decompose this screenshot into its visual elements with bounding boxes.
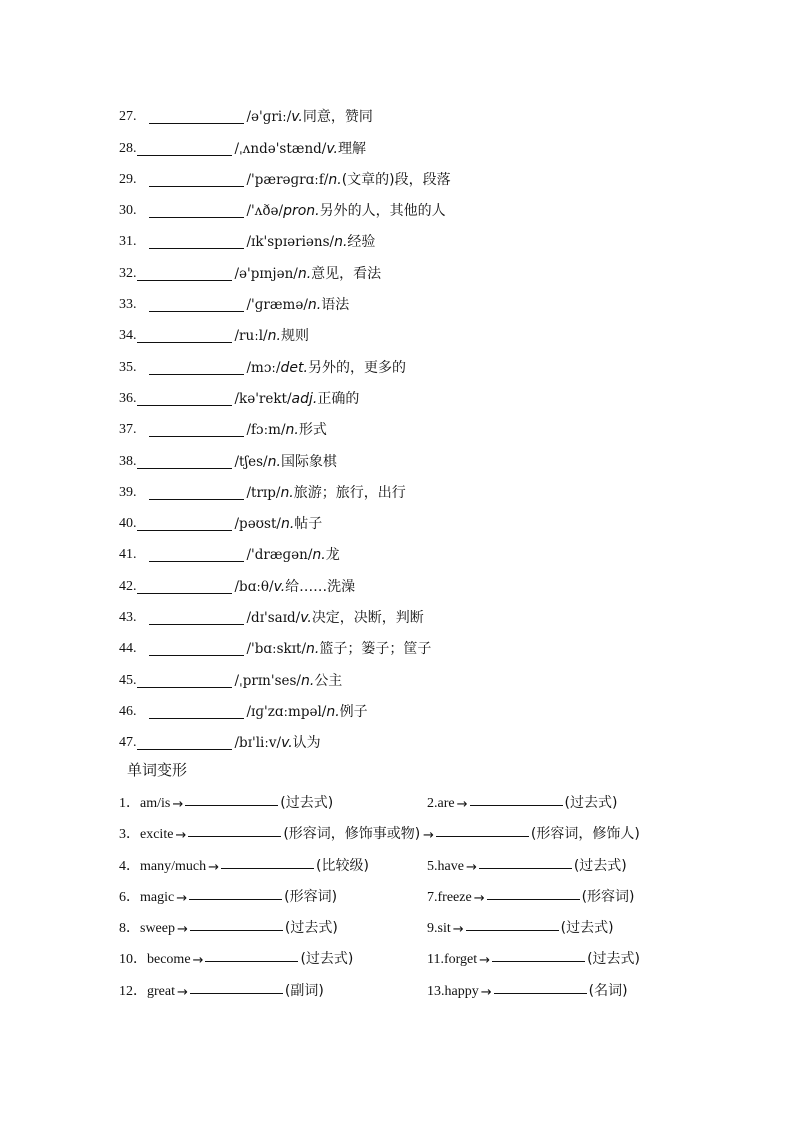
word-form-row — [119, 849, 719, 880]
form-hint: (名词) — [588, 982, 628, 999]
word-forms-list — [119, 786, 719, 1005]
answer-blank[interactable] — [188, 820, 281, 837]
form-hint: (形容词，修饰人) — [530, 826, 640, 843]
definition: 理解 — [337, 140, 366, 157]
vocab-number: 37. — [119, 422, 137, 438]
phonetic: /'ʌðə/ — [246, 203, 284, 220]
arrow-icon: → — [465, 859, 477, 875]
word-form-left — [119, 942, 353, 968]
answer-blank[interactable] — [137, 139, 232, 156]
form-word: am/is — [140, 796, 171, 811]
vocab-number: 45. — [119, 672, 137, 688]
answer-blank[interactable] — [190, 977, 283, 994]
answer-blank[interactable] — [149, 201, 244, 218]
answer-blank[interactable] — [137, 264, 232, 281]
definition: 决定，决断，判断 — [311, 610, 424, 627]
form-hint: (过去式) — [560, 920, 614, 937]
answer-blank[interactable] — [494, 977, 587, 994]
arrow-icon: → — [473, 890, 485, 906]
phonetic: /ruːl/ — [234, 328, 268, 345]
vocab-row — [119, 349, 451, 380]
form-number: 1． — [119, 796, 140, 811]
definition: 旅游；旅行，出行 — [293, 484, 406, 501]
arrow-icon: → — [172, 797, 184, 812]
phonetic: /mɔː/ — [246, 359, 281, 376]
arrow-icon: → — [480, 984, 492, 1000]
vocab-number: 28. — [119, 140, 137, 156]
answer-blank[interactable] — [137, 671, 232, 688]
form-word: have — [437, 858, 464, 874]
phonetic: /bɑːθ/ — [234, 578, 274, 595]
form-hint: (过去式) — [573, 857, 627, 874]
answer-blank[interactable] — [149, 295, 244, 312]
word-form-row — [119, 880, 719, 911]
form-number: 7. — [427, 889, 438, 905]
form-word: happy — [444, 983, 479, 999]
form-number: 2. — [427, 796, 438, 811]
vocab-row — [119, 694, 451, 725]
phonetic: /ˌprɪn'ses/ — [234, 672, 301, 689]
definition: 同意，赞同 — [302, 109, 373, 126]
phonetic: /ɪɡ'zɑːmpəl/ — [246, 703, 327, 720]
vocab-number: 33. — [119, 297, 137, 313]
answer-blank[interactable] — [149, 608, 244, 625]
definition: 国际象棋 — [280, 453, 337, 470]
word-form-row — [119, 942, 719, 973]
arrow-icon: → — [176, 984, 188, 1000]
word-form-row — [119, 817, 719, 848]
vocab-number: 36. — [119, 390, 137, 406]
form-word: magic — [140, 889, 175, 905]
phonetic: /'ɡræmə/ — [246, 297, 308, 314]
word-form-row — [119, 974, 719, 1005]
form-word: sweep — [140, 921, 175, 937]
answer-blank[interactable] — [479, 852, 572, 869]
vocab-number: 31. — [119, 234, 137, 250]
vocab-number: 39. — [119, 484, 137, 500]
vocab-row — [119, 224, 451, 255]
arrow-icon: → — [177, 922, 188, 938]
definition: 另外的人，其他的人 — [319, 203, 446, 220]
answer-blank[interactable] — [149, 483, 244, 500]
phonetic: /tʃes/ — [234, 453, 268, 470]
phonetic: /'dræɡən/ — [246, 547, 313, 564]
phonetic: /dɪ'saɪd/ — [246, 610, 301, 627]
form-hint: (副词) — [284, 982, 324, 999]
section-title: 单词变形 — [127, 761, 188, 779]
part-of-speech: n. — [326, 703, 340, 720]
phonetic: /ˌʌndə'stænd/ — [234, 140, 327, 157]
part-of-speech: n. — [334, 234, 348, 251]
answer-blank[interactable] — [470, 789, 563, 806]
vocab-number: 43. — [119, 610, 137, 626]
vocab-number: 32. — [119, 265, 137, 281]
word-form-row — [119, 786, 719, 817]
part-of-speech: n. — [307, 297, 322, 314]
form-number: 9. — [427, 921, 438, 937]
form-number: 4． — [119, 858, 140, 874]
answer-blank[interactable] — [149, 107, 244, 124]
vocab-row — [119, 568, 451, 599]
form-word: freeze — [437, 889, 472, 905]
vocab-number: 42. — [119, 578, 137, 594]
vocab-row — [119, 537, 451, 568]
vocab-row — [119, 287, 451, 318]
word-form-right — [427, 911, 614, 937]
definition: 认为 — [292, 735, 321, 752]
vocab-row — [119, 99, 451, 130]
word-form-right — [427, 974, 628, 1000]
form-number: 5. — [427, 858, 438, 874]
part-of-speech: det. — [280, 359, 308, 376]
answer-blank[interactable] — [466, 914, 559, 931]
vocab-row — [119, 662, 451, 693]
vocab-row — [119, 631, 451, 662]
part-of-speech: n. — [306, 641, 320, 658]
vocab-number: 46. — [119, 703, 137, 719]
part-of-speech: n. — [280, 484, 294, 501]
form-hint: (形容词，修饰事或物) — [283, 826, 421, 843]
phonetic: /kə'rekt/ — [234, 390, 292, 407]
answer-blank[interactable] — [221, 852, 314, 869]
phonetic: /ɪk'spɪəriəns/ — [246, 234, 335, 251]
arrow-icon: → — [423, 828, 434, 844]
answer-blank[interactable] — [436, 820, 529, 837]
form-number: 6． — [119, 889, 140, 905]
part-of-speech: n. — [312, 547, 326, 564]
answer-blank[interactable] — [137, 326, 232, 343]
part-of-speech: n. — [328, 171, 342, 188]
answer-blank[interactable] — [137, 452, 232, 469]
vocab-row — [119, 318, 451, 349]
form-word: forget — [443, 952, 478, 968]
word-form-left — [119, 817, 420, 843]
vocab-row — [119, 255, 451, 286]
form-hint: (过去式) — [284, 920, 338, 937]
part-of-speech: v. — [273, 578, 286, 595]
answer-blank[interactable] — [149, 358, 244, 375]
arrow-icon: → — [192, 953, 204, 969]
part-of-speech: n. — [267, 328, 281, 345]
part-of-speech: adj. — [291, 390, 318, 407]
form-hint: (过去式) — [300, 951, 354, 968]
answer-blank[interactable] — [137, 577, 232, 594]
part-of-speech: n. — [297, 265, 312, 282]
part-of-speech: v. — [291, 109, 303, 126]
vocab-number: 35. — [119, 359, 137, 375]
definition: 形式 — [298, 422, 327, 439]
part-of-speech: n. — [267, 453, 281, 470]
vocabulary-list — [119, 99, 451, 756]
form-number: 11. — [427, 952, 444, 968]
form-number: 12． — [119, 983, 147, 999]
phonetic: /trɪp/ — [246, 484, 281, 501]
vocab-row — [119, 130, 451, 161]
phonetic: /'pærəɡrɑːf/ — [246, 171, 329, 188]
arrow-icon: → — [176, 890, 188, 906]
definition: 另外的，更多的 — [307, 359, 406, 376]
vocab-number: 44. — [119, 641, 137, 657]
answer-blank[interactable] — [185, 789, 278, 806]
answer-blank[interactable] — [189, 883, 282, 900]
word-form-left — [119, 880, 337, 906]
word-form-left — [119, 849, 369, 875]
word-form-row — [119, 911, 719, 942]
vocab-row — [119, 193, 451, 224]
part-of-speech: v. — [326, 140, 338, 157]
definition: 公主 — [314, 672, 343, 689]
vocab-row — [119, 443, 451, 474]
arrow-icon: → — [479, 953, 491, 969]
answer-blank[interactable] — [149, 170, 244, 187]
answer-blank[interactable] — [487, 883, 580, 900]
word-form-right — [427, 786, 617, 812]
vocab-row — [119, 725, 451, 756]
definition: 给……洗澡 — [285, 578, 356, 595]
form-word: are — [437, 796, 455, 811]
form-hint: (形容词) — [284, 888, 338, 905]
vocab-number: 38. — [119, 453, 137, 469]
form-hint: (过去式) — [587, 951, 641, 968]
answer-blank[interactable] — [492, 945, 585, 962]
definition: 帖子 — [294, 516, 323, 533]
definition: 正确的 — [317, 390, 360, 407]
definition: 经验 — [347, 234, 376, 251]
vocab-number: 27. — [119, 109, 137, 125]
answer-blank[interactable] — [149, 545, 244, 562]
form-number: 8． — [119, 921, 140, 937]
answer-blank[interactable] — [149, 702, 244, 719]
word-form-right — [427, 849, 627, 875]
answer-blank[interactable] — [137, 389, 232, 406]
arrow-icon: → — [175, 828, 187, 844]
vocab-row — [119, 162, 451, 193]
part-of-speech: pron. — [283, 203, 320, 220]
form-hint: (过去式) — [280, 795, 334, 811]
definition: 例子 — [339, 703, 368, 720]
word-form-right — [427, 942, 640, 968]
definition: 意见，看法 — [311, 265, 382, 282]
vocab-row — [119, 600, 451, 631]
word-form-left — [119, 911, 338, 937]
definition: 龙 — [325, 547, 340, 564]
vocab-number: 34. — [119, 328, 137, 344]
form-word: great — [147, 983, 175, 999]
form-word: sit — [437, 921, 451, 937]
answer-blank[interactable] — [205, 945, 298, 962]
word-form-right — [427, 880, 635, 906]
vocab-row — [119, 475, 451, 506]
phonetic: /pəʊst/ — [234, 516, 281, 533]
definition: 规则 — [280, 328, 309, 345]
part-of-speech: n. — [285, 422, 299, 439]
part-of-speech: v. — [300, 610, 312, 627]
vocab-row — [119, 506, 451, 537]
form-word: excite — [140, 827, 174, 843]
arrow-icon: → — [208, 859, 220, 875]
word-form-left — [119, 974, 324, 1000]
answer-blank[interactable] — [149, 639, 244, 656]
form-number: 13. — [427, 983, 445, 999]
form-word: many/much — [140, 858, 207, 874]
definition: 语法 — [321, 297, 350, 314]
vocab-number: 30. — [119, 203, 137, 219]
form-hint: (过去式) — [564, 795, 618, 811]
word-form-left — [119, 786, 333, 812]
part-of-speech: n. — [280, 516, 295, 533]
form-number: 3． — [119, 827, 140, 843]
word-form-right — [421, 817, 640, 843]
phonetic: /ə'ɡriː/ — [246, 109, 292, 126]
definition: 篮子；篓子；筐子 — [319, 641, 432, 658]
vocab-number: 47. — [119, 735, 137, 751]
phonetic: /bɪ'liːv/ — [234, 735, 282, 752]
form-number: 10． — [119, 952, 147, 968]
vocab-number: 41. — [119, 547, 137, 563]
vocab-row — [119, 381, 451, 412]
answer-blank[interactable] — [190, 914, 283, 931]
phonetic: /fɔːm/ — [246, 422, 286, 439]
answer-blank[interactable] — [149, 420, 244, 437]
vocab-number: 40. — [119, 516, 137, 532]
answer-blank[interactable] — [137, 733, 232, 750]
part-of-speech: v. — [281, 735, 293, 752]
arrow-icon: → — [456, 797, 468, 812]
form-hint: (形容词) — [581, 888, 635, 905]
part-of-speech: n. — [300, 672, 315, 689]
phonetic: /ə'pɪnjən/ — [234, 265, 298, 282]
answer-blank[interactable] — [137, 514, 232, 531]
phonetic: /'bɑːskɪt/ — [246, 641, 306, 658]
arrow-icon: → — [452, 922, 464, 938]
definition: (文章的)段，段落 — [341, 171, 451, 188]
vocab-number: 29. — [119, 171, 137, 187]
form-hint: (比较级) — [316, 857, 369, 874]
answer-blank[interactable] — [149, 232, 244, 249]
vocab-row — [119, 412, 451, 443]
form-word: become — [147, 952, 191, 968]
